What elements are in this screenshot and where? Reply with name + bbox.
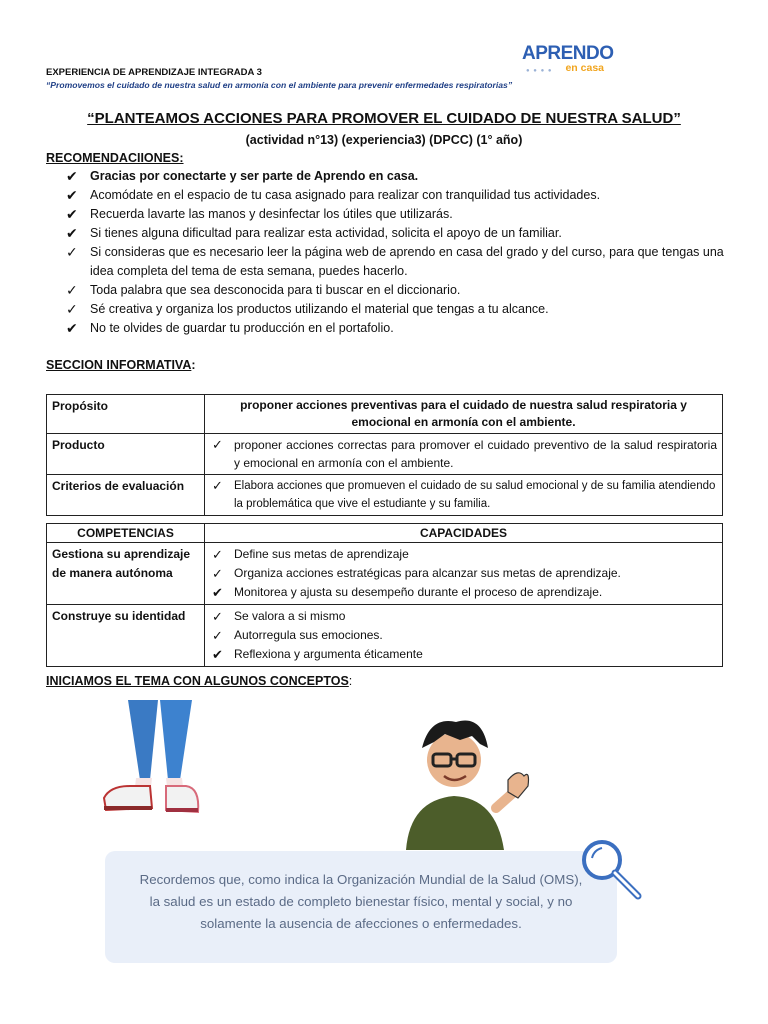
table-cell-capacidades bbox=[205, 543, 723, 605]
list-item: ✔ Acomódate en el espacio de tu casa asignado para realizar con tranquilidad tus actividades. bbox=[66, 187, 601, 203]
check-icon: ✓ bbox=[66, 244, 78, 260]
table-cell-label: Criterios de evaluación bbox=[47, 475, 205, 516]
check-icon: ✓ bbox=[212, 478, 223, 493]
table-cell-capacidades bbox=[205, 605, 723, 667]
table-cell-value: ✓ proponer acciones correctas para promover el cuidado preventivo de la salud respiratoria y emocional en armonía con el ambiente. bbox=[205, 434, 723, 475]
aprendo-en-casa-logo bbox=[522, 43, 614, 78]
check-icon: ✔ bbox=[66, 320, 78, 336]
recommendations-heading: RECOMENDACIIONES: bbox=[46, 151, 184, 165]
list-item: ✓ Si consideras que es necesario leer la página web de aprendo en casa del grado y del curso, para que tengas una idea completa del tema de esta semana, puedes hacerlo. bbox=[66, 244, 724, 278]
check-icon: ✔ bbox=[66, 168, 78, 184]
logo-text-bottom: en casa bbox=[565, 62, 604, 74]
list-item: ✓ Organiza acciones estratégicas para alcanzar sus metas de aprendizaje. bbox=[212, 566, 621, 581]
magnifier-icon bbox=[578, 836, 646, 904]
logo-text-top: APRENDO bbox=[522, 43, 614, 64]
list-item: ✓ Se valora a si mismo bbox=[212, 609, 346, 624]
header-experience-title: EXPERIENCIA DE APRENDIZAJE INTEGRADA 3 bbox=[46, 67, 262, 78]
list-item: ✔ Reflexiona y argumenta éticamente bbox=[212, 647, 423, 662]
list-item: ✓ Sé creativa y organiza los productos utilizando el material que tengas a tu alcance. bbox=[66, 301, 549, 317]
table-header-row bbox=[47, 524, 723, 543]
competencies-table bbox=[46, 523, 723, 667]
page-title: “PLANTEAMOS ACCIONES PARA PROMOVER EL CUIDADO DE NUESTRA SALUD” bbox=[87, 110, 681, 127]
concepts-heading: INICIAMOS EL TEMA CON ALGUNOS CONCEPTOS: bbox=[46, 674, 353, 688]
logo-dots-icon: ● ● ● ● bbox=[526, 68, 553, 74]
children-illustration bbox=[100, 700, 640, 870]
boy-illustration bbox=[406, 720, 529, 850]
recommendations-list bbox=[66, 167, 726, 338]
who-definition-text: Recordemos que, como indica la Organización Mundial de la Salud (OMS), la salud es un estado de completo bienestar físico, mental y social, y no solamente la ausencia de afecciones o enfermedades. bbox=[139, 872, 583, 931]
header-experience-subtitle: “Promovemos el cuidado de nuestra salud en armonía con el ambiente para prevenir enfermedades respiratorias” bbox=[46, 80, 513, 90]
table-cell-competencia: Construye su identidad bbox=[47, 605, 205, 667]
check-icon: ✓ bbox=[212, 547, 223, 562]
table-row bbox=[47, 475, 723, 516]
page-subtitle: (actividad n°13) (experiencia3) (DPCC) (1° año) bbox=[245, 133, 523, 147]
table-row bbox=[47, 395, 723, 434]
table-cell-value: ✓ Elabora acciones que promueven el cuidado de su salud emocional y de su familia atendiendo la problemática que vive el estudiante y su familia. bbox=[205, 475, 723, 516]
who-definition-box bbox=[105, 851, 617, 963]
check-icon: ✔ bbox=[212, 585, 223, 600]
list-item: ✔ Gracias por conectarte y ser parte de Aprendo en casa. bbox=[66, 168, 419, 184]
check-icon: ✔ bbox=[66, 187, 78, 203]
table-cell-label: Propósito bbox=[47, 395, 205, 434]
check-icon: ✓ bbox=[66, 282, 78, 298]
list-item: ✔ Recuerda lavarte las manos y desinfectar los útiles que utilizarás. bbox=[66, 206, 453, 222]
check-icon: ✓ bbox=[212, 566, 223, 581]
check-icon: ✔ bbox=[212, 647, 223, 662]
table-row bbox=[47, 434, 723, 475]
table-header-cell: COMPETENCIAS bbox=[47, 524, 205, 543]
table-row bbox=[47, 543, 723, 605]
list-item: ✔ Monitorea y ajusta su desempeño durante el proceso de aprendizaje. bbox=[212, 585, 603, 600]
check-icon: ✔ bbox=[66, 225, 78, 241]
table-cell-competencia: Gestiona su aprendizaje de manera autónoma bbox=[47, 543, 205, 605]
check-icon: ✓ bbox=[212, 609, 223, 624]
list-item: ✓ Define sus metas de aprendizaje bbox=[212, 547, 409, 562]
info-section-heading: SECCION INFORMATIVA: bbox=[46, 358, 196, 372]
list-item: ✓ Toda palabra que sea desconocida para ti buscar en el diccionario. bbox=[66, 282, 461, 298]
list-item: ✔ Si tienes alguna dificultad para realizar esta actividad, solicita el apoyo de un familiar. bbox=[66, 225, 562, 241]
list-item: ✔ No te olvides de guardar tu producción en el portafolio. bbox=[66, 320, 394, 336]
table-cell-label: Producto bbox=[47, 434, 205, 475]
table-cell-value: proponer acciones preventivas para el cuidado de nuestra salud respiratoria y emocional en armonía con el ambiente. bbox=[205, 395, 723, 434]
check-icon: ✓ bbox=[212, 628, 223, 643]
list-item: ✓ Autorregula sus emociones. bbox=[212, 628, 383, 643]
legs-illustration bbox=[104, 700, 198, 812]
check-icon: ✓ bbox=[66, 301, 78, 317]
check-icon: ✔ bbox=[66, 206, 78, 222]
table-header-cell: CAPACIDADES bbox=[205, 524, 723, 543]
check-icon: ✓ bbox=[212, 437, 223, 452]
table-row bbox=[47, 605, 723, 667]
info-table bbox=[46, 394, 723, 516]
